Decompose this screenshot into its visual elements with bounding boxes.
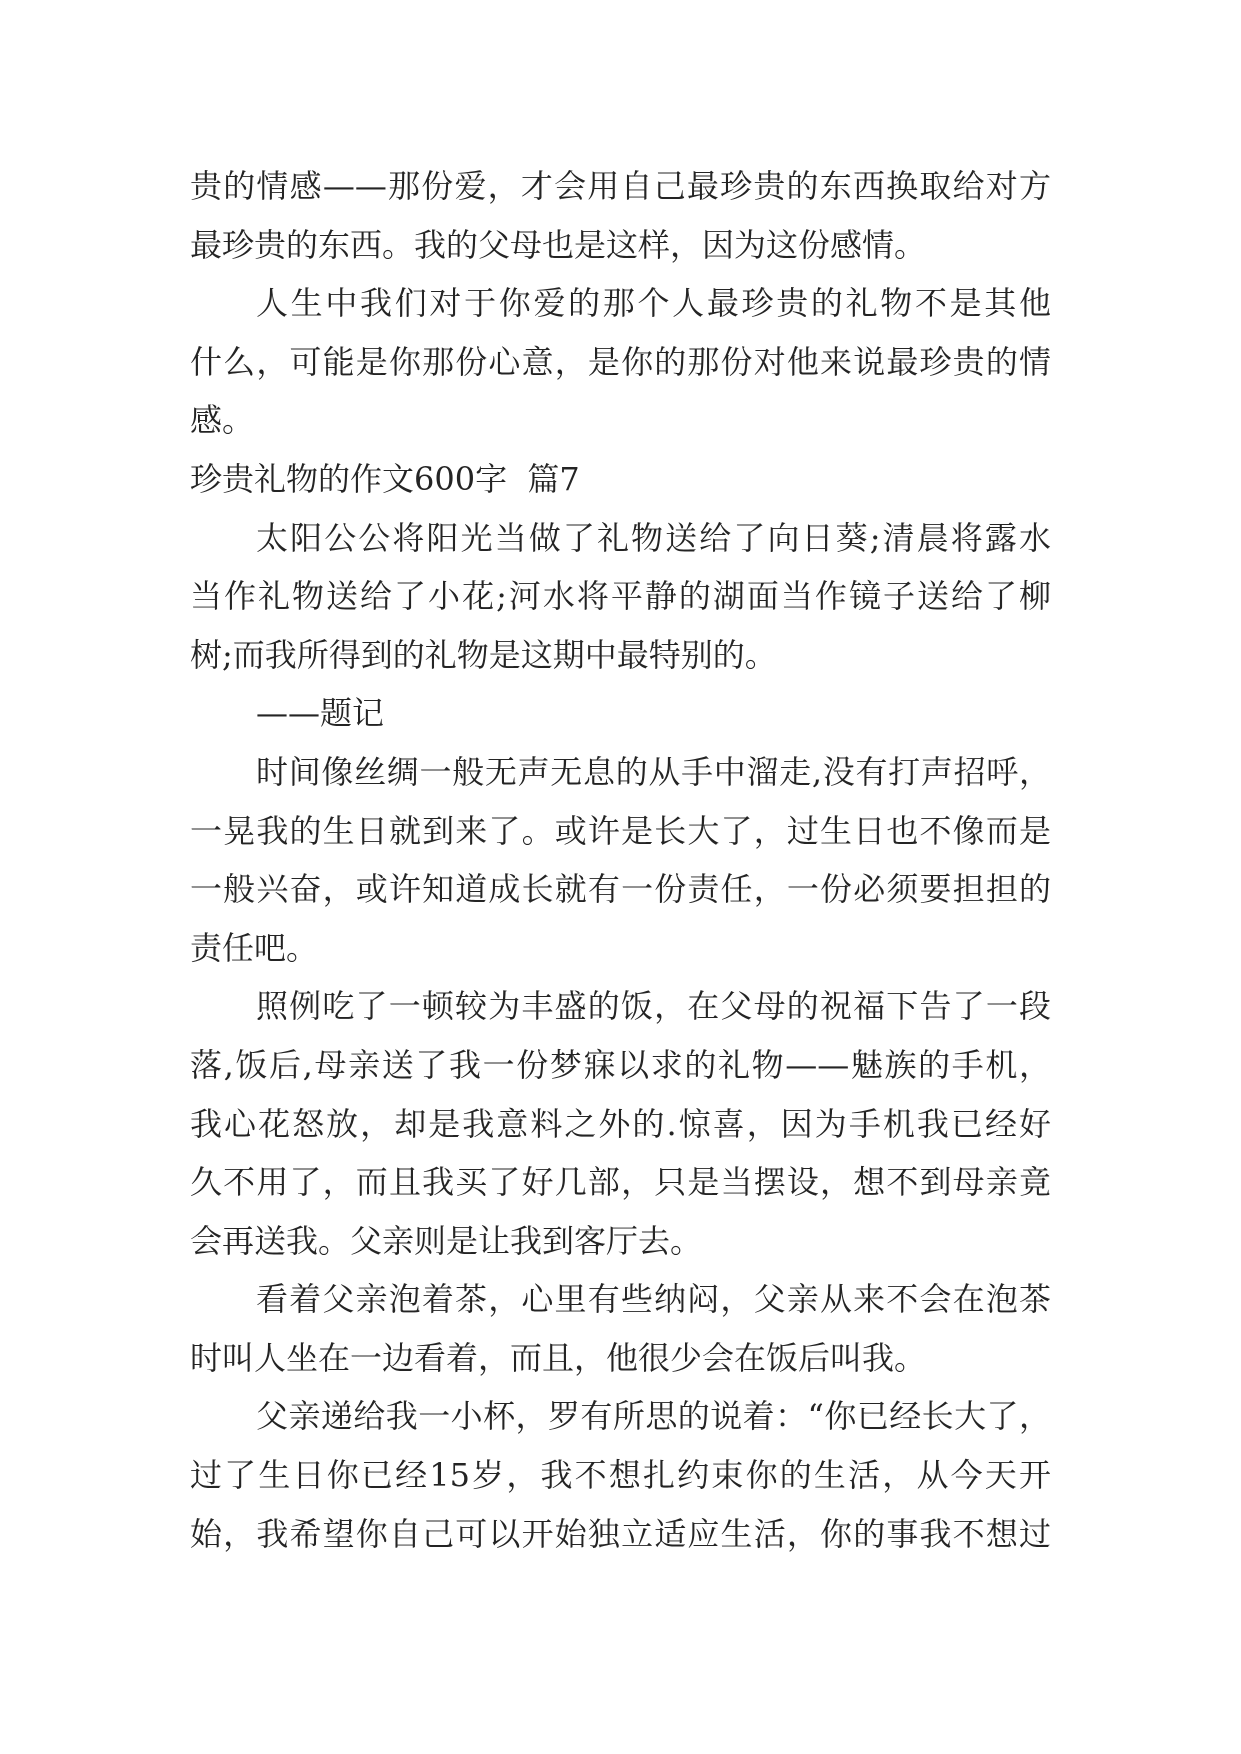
- paragraph-line: 时间像丝绸一般无声无息的从手中溜走,没有打声招呼，: [256, 752, 1051, 791]
- paragraph-line: 太阳公公将阳光当做了礼物送给了向日葵;清晨将露水: [256, 518, 1051, 557]
- paragraph: [190, 743, 1051, 977]
- paragraph-line: 感。: [190, 401, 255, 440]
- paragraph-line: 时叫人坐在一边看着，而且，他很少会在饭后叫我。: [190, 1338, 927, 1377]
- paragraph-line: 一晃我的生日就到来了。或许是长大了，过生日也不像而是: [190, 811, 1051, 850]
- paragraph-line: 落,饭后,母亲送了我一份梦寐以求的礼物——魅族的手机，: [190, 1045, 1051, 1084]
- document-body: [190, 157, 1051, 1563]
- paragraph-line: 照例吃了一顿较为丰盛的饭，在父母的祝福下告了一段: [256, 987, 1051, 1026]
- paragraph-line: 树;而我所得到的礼物是这期中最特别的。: [190, 635, 777, 674]
- paragraph-line: 什么，可能是你那份心意，是你的那份对他来说最珍贵的情: [190, 342, 1051, 381]
- paragraph: [190, 509, 1051, 685]
- paragraph: [190, 977, 1051, 1270]
- paragraph: [190, 274, 1051, 450]
- paragraph: [190, 1387, 1051, 1563]
- paragraph-line: 最珍贵的东西。我的父母也是这样，因为这份感情。: [190, 225, 927, 264]
- section-heading: 珍贵礼物的作文600字 篇7: [190, 459, 580, 498]
- paragraph-line: 始，我希望你自己可以开始独立适应生活，你的事我不想过: [190, 1514, 1051, 1553]
- paragraph-line: 贵的情感——那份爱，才会用自己最珍贵的东西换取给对方: [190, 167, 1051, 205]
- paragraph-line: 会再送我。父亲则是让我到客厅去。: [190, 1221, 703, 1260]
- epigraph-attribution: [190, 684, 1051, 743]
- paragraph: [190, 1270, 1051, 1387]
- paragraph: [190, 157, 1051, 274]
- paragraph-line: 责任吧。: [190, 928, 319, 967]
- paragraph-line: 过了生日你已经15岁，我不想扎约束你的生活，从今天开: [190, 1456, 1051, 1495]
- paragraph-line: ——题记: [256, 694, 385, 733]
- paragraph-line: 看着父亲泡着茶，心里有些纳闷，父亲从来不会在泡茶: [256, 1280, 1051, 1319]
- paragraph-line: 我心花怒放，却是我意料之外的.惊喜，因为手机我已经好: [190, 1104, 1051, 1143]
- paragraph-line: 一般兴奋，或许知道成长就有一份责任，一份必须要担担的: [190, 870, 1051, 909]
- paragraph-line: 父亲递给我一小杯，罗有所思的说着：“你已经长大了，: [256, 1397, 1051, 1436]
- paragraph-line: 久不用了，而且我买了好几部，只是当摆设，想不到母亲竟: [190, 1163, 1051, 1202]
- paragraph-line: 人生中我们对于你爱的那个人最珍贵的礼物不是其他: [256, 284, 1051, 323]
- paragraph-line: 当作礼物送给了小花;河水将平静的湖面当作镜子送给了柳: [190, 577, 1051, 616]
